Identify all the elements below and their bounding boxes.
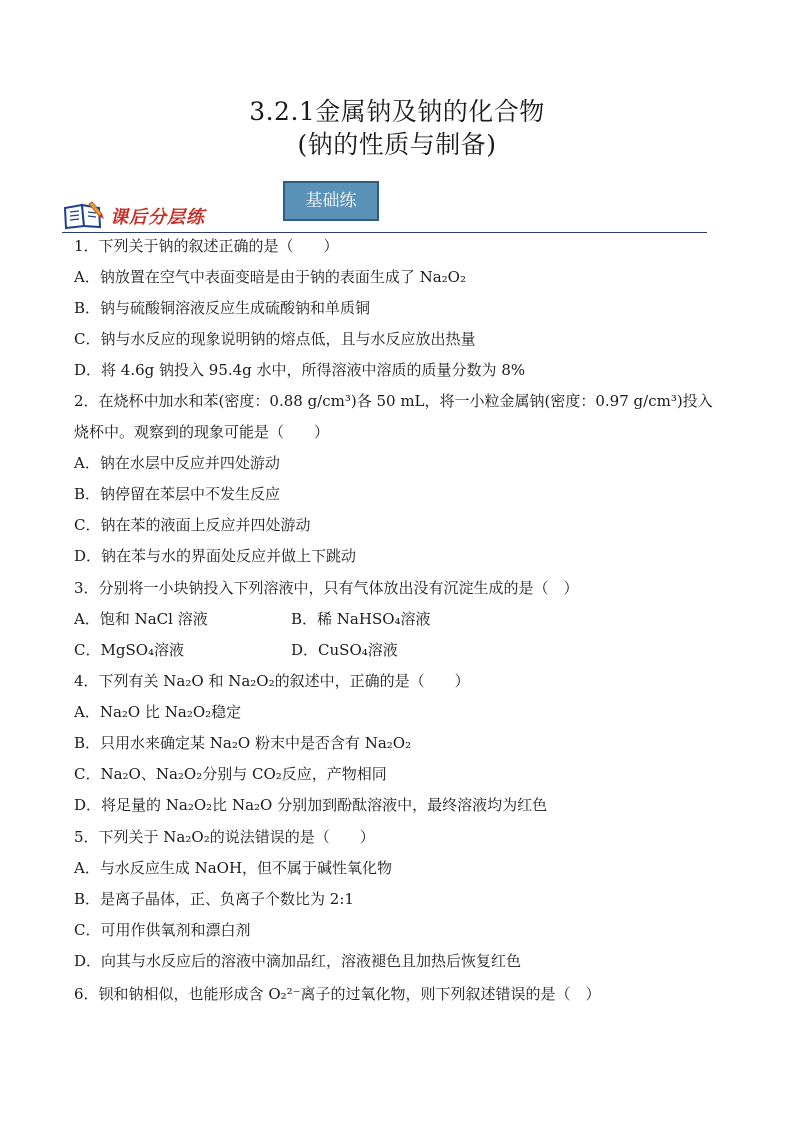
q3-option-b: B．稀 NaHSO₄溶液 [291, 610, 431, 628]
q1-stem: 1．下列关于钠的叙述正确的是（ ） [74, 237, 339, 255]
q1-option-a: A．钠放置在空气中表面变暗是由于钠的表面生成了 Na₂O₂ [74, 268, 466, 286]
q5-stem: 5．下列关于 Na₂O₂的说法错误的是（ ） [74, 828, 375, 846]
q4-option-c: C．Na₂O、Na₂O₂分别与 CO₂反应，产物相同 [74, 765, 387, 783]
q3-option-c: C．MgSO₄溶液 [74, 641, 185, 659]
q2-option-c: C．钠在苯的液面上反应并四处游动 [74, 516, 311, 534]
section-label: 课后分层练 [110, 207, 205, 228]
q2-option-b: B．钠停留在苯层中不发生反应 [74, 485, 281, 503]
q5-option-d: D．向其与水反应后的溶液中滴加品红，溶液褪色且加热后恢复红色 [74, 952, 522, 970]
q4-option-d: D．将足量的 Na₂O₂比 Na₂O 分别加到酚酞溶液中，最终溶液均为红色 [74, 796, 548, 814]
page-title: 3.2.1金属钠及钠的化合物 [249, 97, 545, 126]
page-subtitle: (钠的性质与制备) [297, 130, 497, 159]
q4-option-a: A．Na₂O 比 Na₂O₂稳定 [74, 703, 242, 721]
q1-option-c: C．钠与水反应的现象说明钠的熔点低，且与水反应放出热量 [74, 330, 476, 348]
q1-option-b: B．钠与硫酸铜溶液反应生成硫酸钠和单质铜 [74, 299, 371, 317]
q1-option-d: D．将 4.6g 钠投入 95.4g 水中，所得溶液中溶质的质量分数为 8% [74, 361, 526, 379]
q4-stem: 4．下列有关 Na₂O 和 Na₂O₂的叙述中，正确的是（ ） [74, 672, 470, 690]
q3-stem: 3．分别将一小块钠投入下列溶液中，只有气体放出没有沉淀生成的是（ ） [74, 579, 579, 597]
section-divider [62, 232, 707, 233]
q3-option-d: D．CuSO₄溶液 [291, 641, 398, 659]
q2-option-d: D．钠在苯与水的界面处反应并做上下跳动 [74, 547, 357, 565]
section-heading [62, 198, 222, 234]
q2-option-a: A．钠在水层中反应并四处游动 [74, 454, 280, 472]
q2-stem: 2．在烧杯中加水和苯(密度：0.88 g/cm³)各 50 mL，将一小粒金属钠(密度：0.97 g/cm³)投入烧杯中。观察到的现象可能是（ ） [74, 392, 713, 441]
q3-option-a: A．饱和 NaCl 溶液 [74, 610, 208, 628]
q5-option-b: B．是离子晶体，正、负离子个数比为 2:1 [74, 890, 354, 908]
q6-stem: 6．钡和钠相似，也能形成含 O₂²⁻离子的过氧化物，则下列叙述错误的是（ ） [74, 985, 601, 1003]
q4-option-b: B．只用水来确定某 Na₂O 粉末中是否含有 Na₂O₂ [74, 734, 412, 752]
book-pencil-icon [62, 200, 106, 230]
q5-option-a: A．与水反应生成 NaOH，但不属于碱性氧化物 [74, 859, 393, 877]
q5-option-c: C．可用作供氧剂和漂白剂 [74, 921, 251, 939]
level-badge: 基础练 [283, 181, 379, 221]
